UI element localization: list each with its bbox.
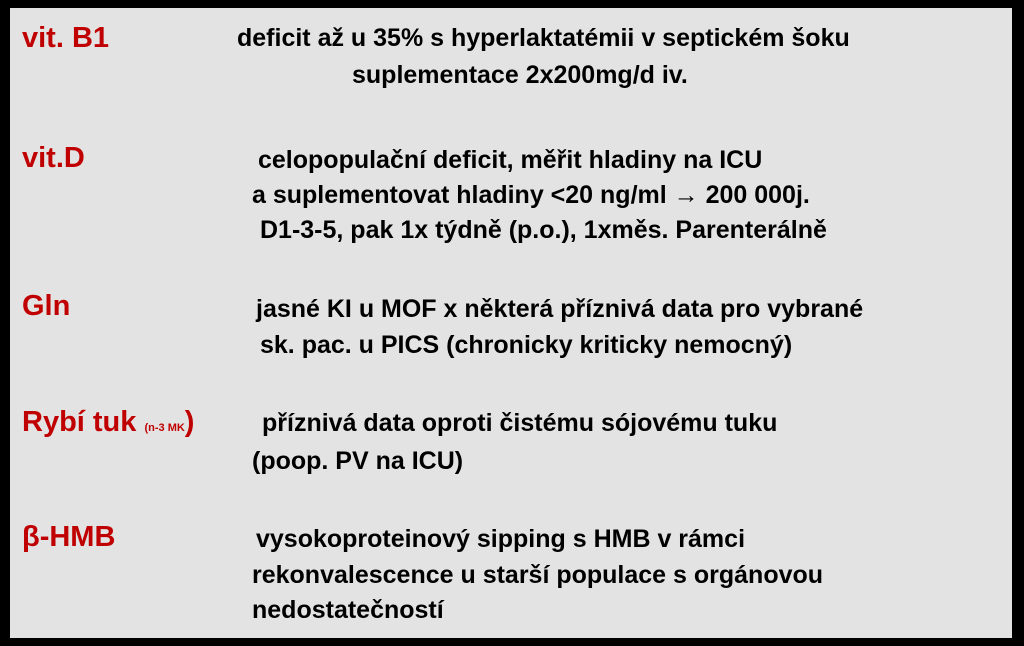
row-text-vit-d-line-3: D1-3-5, pak 1x týdně (p.o.), 1xměs. Parenterálně: [260, 216, 827, 244]
row-text-rybi-tuk-line-2: (poop. PV na ICU): [252, 447, 464, 475]
row-text-vit-b1-line-1: deficit až u 35% s hyperlaktatémii v septickém šoku: [237, 24, 850, 52]
row-label-gln: Gln: [22, 290, 71, 322]
row-label-rybi-tuk-main: Rybí tuk: [22, 406, 137, 438]
row-text-beta-hmb-line-1: vysokoproteinový sipping s HMB v rámci: [256, 525, 746, 553]
row-text-vit-d-line-2: a suplementovat hladiny <20 ng/ml → 200 000j.: [252, 181, 810, 209]
row-text-vit-d-line-1: celopopulační deficit, měřit hladiny na ICU: [258, 146, 763, 174]
row-label-vit-b1: vit. B1: [22, 22, 110, 54]
row-text-beta-hmb-line-2: rekonvalescence u starší populace s orgánovou: [252, 561, 824, 589]
row-text-gln-line-1: jasné KI u MOF x některá příznivá data pro vybrané: [256, 295, 864, 323]
row-label-rybi-tuk-sub: (n-3 MK: [144, 422, 185, 434]
slide-panel: [10, 8, 1012, 638]
row-label-rybi-tuk: [22, 408, 194, 437]
row-label-rybi-tuk-close: ): [184, 406, 195, 438]
row-text-gln-line-2: sk. pac. u PICS (chronicky kriticky nemocný): [260, 331, 793, 359]
row-text-rybi-tuk-line-1: příznivá data oproti čistému sójovému tuku: [262, 409, 778, 437]
row-label-beta-hmb: β-HMB: [22, 521, 116, 553]
row-text-vit-b1-line-2: suplementace 2x200mg/d iv.: [352, 61, 688, 89]
row-label-vit-d: vit.D: [22, 142, 85, 174]
row-text-beta-hmb-line-3: nedostatečností: [252, 596, 444, 624]
